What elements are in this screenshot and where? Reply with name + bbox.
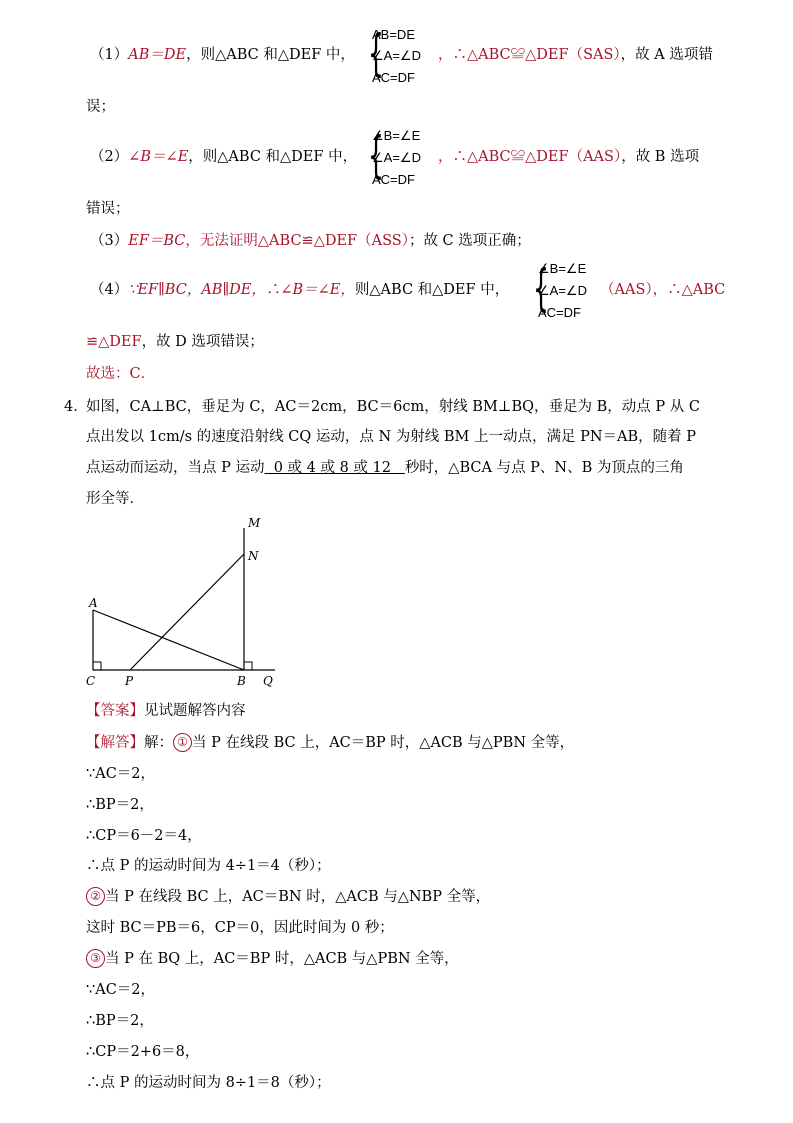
item-1-brace-line-3: AC=DF [372, 70, 415, 85]
item-4-middle: 则△ABC 和△DEF 中， [354, 282, 510, 298]
label-p: P [125, 674, 134, 688]
solution-step: ∴CP＝6－2＝4， [86, 828, 202, 844]
item-3-number: （3） [90, 233, 129, 249]
label-n: N [248, 549, 259, 563]
item-2-conclusion: ，∴△ABC≌△DEF（AAS） [438, 149, 622, 165]
item-1-line [90, 45, 355, 65]
item-1-conclusion: ，∴△ABC≌△DEF（SAS） [438, 47, 621, 63]
solution-case-2 [86, 887, 490, 907]
solution-lead: 解： [144, 735, 173, 751]
item-4-brace-line-3: AC=DF [538, 305, 581, 320]
item-4-continuation [86, 332, 264, 352]
segment-ab [93, 610, 244, 670]
item-4-line [90, 280, 509, 300]
right-angle-b [244, 662, 252, 670]
final-choice: 故选：C． [86, 366, 156, 382]
answer-text: 见试题解答内容 [144, 703, 246, 719]
case-1-marker: ① [173, 733, 192, 752]
item-4-brace-line-2: ∠A=∠D [538, 283, 587, 298]
solution-step: ∴CP＝2+6＝8， [86, 1044, 200, 1060]
question-line-2: 点出发以 1cm/s 的速度沿射线 CQ 运动，点 N 为射线 BM 上一动点，满足 PN＝AB，随着 P [86, 429, 697, 445]
case-3-marker: ③ [86, 949, 105, 968]
label-c: C [86, 674, 96, 688]
item-2-middle: ，则△ABC 和△DEF 中， [188, 149, 358, 165]
solution-step: ∵AC＝2， [86, 766, 156, 782]
item-1-tail [438, 45, 713, 65]
item-1-continuation: 误； [86, 99, 115, 115]
item-4-conclusion: （AAS），∴△ABC [600, 282, 726, 298]
solution-step: ∴点 P 的运动时间为 8÷1＝8（秒）； [86, 1075, 331, 1091]
item-3-condition: EF＝BC [128, 233, 186, 249]
answer-blank: 0 或 4 或 8 或 12 [264, 460, 405, 476]
item-1-brace-line-1: AB=DE [372, 27, 415, 42]
item-1-condition: AB＝DE [128, 47, 187, 63]
geometry-figure [80, 510, 280, 695]
answer-line [86, 701, 246, 721]
answer-tag: 【答案】 [86, 703, 144, 719]
question-line-4: 形全等． [86, 491, 144, 507]
solution-step: 这时 BC＝PB＝6，CP＝0，因此时间为 0 秒； [86, 920, 394, 936]
segment-pn [130, 554, 244, 670]
solution-step: ∴BP＝2， [86, 797, 154, 813]
item-2-continuation: 错误； [86, 201, 130, 217]
solution-step: ∴点 P 的运动时间为 4÷1＝4（秒）； [86, 858, 331, 874]
item-2-brace: { [367, 126, 384, 184]
item-2-brace-line-3: AC=DF [372, 172, 415, 187]
label-b: B [237, 674, 246, 688]
case-3-statement: 当 P 在 BQ 上，AC＝BP 时，△ACB 与△PBN 全等， [105, 951, 459, 967]
item-1-number: （1） [90, 47, 129, 63]
item-3-middle: ，无法证明△ABC≌△DEF（ASS） [185, 233, 409, 249]
item-2-brace-line-1: ∠B=∠E [372, 128, 421, 143]
solution-step: ∴BP＝2， [86, 1013, 154, 1029]
item-3-line [90, 231, 531, 251]
solution-case-3 [86, 949, 459, 969]
question-line-1: 如图，CA⊥BC，垂足为 C，AC＝2cm，BC＝6cm，射线 BM⊥BQ，垂足为 B，动点 P 从 C [86, 399, 700, 415]
item-1-verdict: ，故 A 选项错 [620, 47, 713, 63]
case-2-marker: ② [86, 887, 105, 906]
case-2-statement: 当 P 在线段 BC 上，AC＝BN 时，△ACB 与△NBP 全等， [105, 889, 491, 905]
item-2-number: （2） [90, 149, 129, 165]
item-4-brace-line-1: ∠B=∠E [538, 261, 587, 276]
label-m: M [248, 516, 261, 530]
item-2-condition: ∠B＝∠E [128, 149, 189, 165]
case-1-statement: 当 P 在线段 BC 上，AC＝BP 时，△ACB 与△PBN 全等， [192, 735, 575, 751]
item-2-brace-line-2: ∠A=∠D [372, 150, 421, 165]
question-number: 4． [64, 399, 88, 415]
item-1-middle: ，则△ABC 和△DEF 中， [186, 47, 355, 63]
item-2-verdict: ，故 B 选项 [621, 149, 700, 165]
solution-step: ∵AC＝2， [86, 982, 156, 998]
right-angle-c [93, 662, 101, 670]
label-q: Q [263, 674, 273, 688]
item-4-condition: ∵EF∥BC，AB∥DE，∴∠B＝∠E， [128, 282, 355, 298]
item-4-verdict: ，故 D 选项错误； [141, 334, 264, 350]
label-a: A [89, 596, 98, 610]
question-line-3 [86, 458, 684, 478]
question-line-3-start: 点运动而运动，当点 P 运动 [86, 460, 265, 476]
item-4-number: （4） [90, 282, 129, 298]
item-4-congruence: ≌△DEF [86, 334, 142, 350]
item-3-verdict: ；故 C 选项正确； [408, 233, 531, 249]
item-2-tail [438, 147, 699, 167]
question-line-3-end: 秒时，△BCA 与点 P、N、B 为顶点的三角 [404, 460, 684, 476]
item-2-line [90, 147, 357, 167]
solution-line-1 [86, 733, 574, 753]
item-4-brace: { [532, 259, 549, 317]
item-1-brace-line-2: ∠A=∠D [372, 48, 421, 63]
solution-tag: 【解答】 [86, 735, 144, 751]
item-1-brace: { [367, 24, 384, 82]
